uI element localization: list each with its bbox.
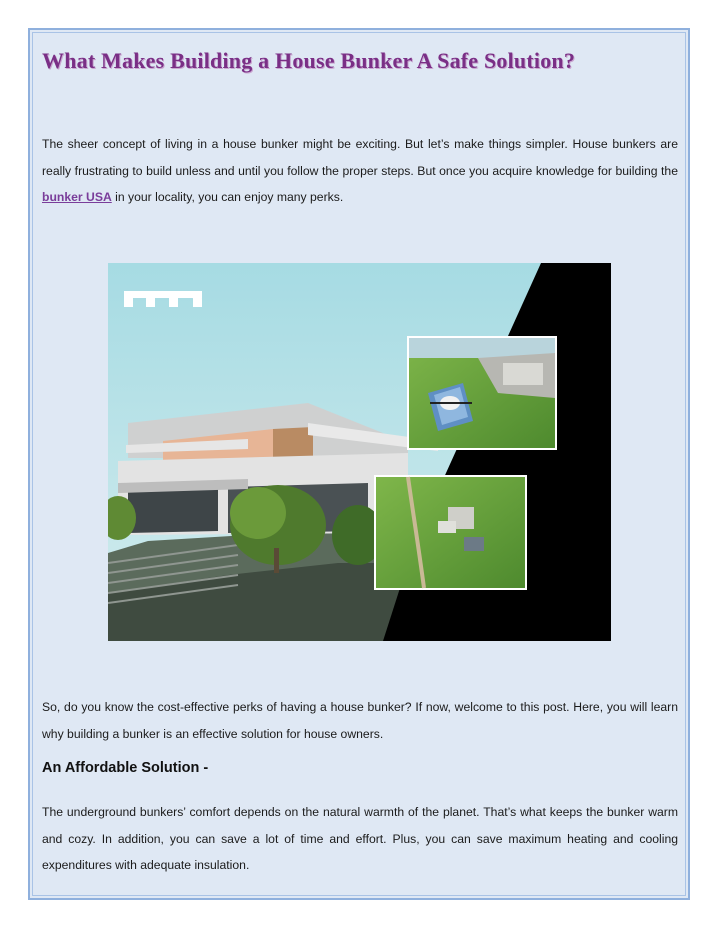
house-render-illustration: [108, 263, 611, 641]
house-bunker-image: [108, 263, 611, 641]
affordable-paragraph: The underground bunkers’ comfort depends on the natural warmth of the planet. That’s what keeps the bunker warm and cozy. In addition, you can save a lot of time and effort. Plus, you can save maximum heating and cooling expenditures with adequate insulation.: [42, 805, 678, 872]
section-heading: An Affordable Solution -: [42, 760, 209, 776]
site-aerial-inset: [374, 475, 527, 590]
intro-paragraph: [42, 131, 678, 211]
helipad-aerial-inset: [407, 336, 557, 450]
article-title: What Makes Building a House Bunker A Safe Solution?: [42, 48, 576, 73]
perks-paragraph: So, do you know the cost-effective perks of having a house bunker? If now, welcome to this post. Here, you will learn why building a bunker is an effective solution for house owners.: [42, 700, 678, 741]
intro-text-before-link: The sheer concept of living in a house bunker might be exciting. But let’s make things simpler. House bunkers are really frustrating to build unless and until you follow the proper steps. But once you acquire knowledge for building the: [42, 137, 678, 178]
bunker-usa-link[interactable]: bunker USA: [42, 190, 112, 204]
intro-text-after-link: in your locality, you can enjoy many perks.: [111, 190, 344, 204]
